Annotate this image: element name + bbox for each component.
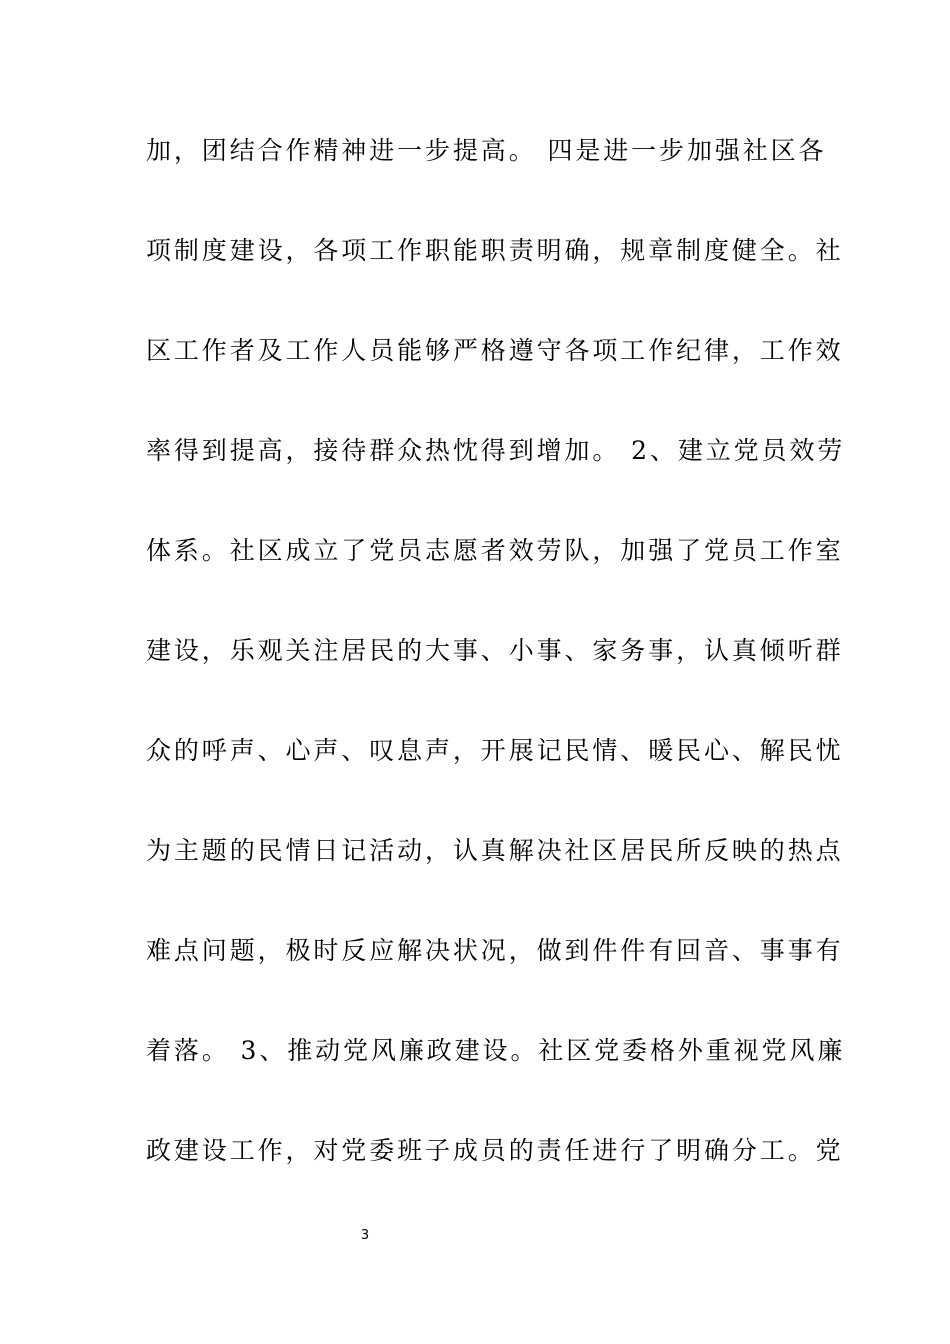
text-line: 难点问题，极时反应解决状况，做到件件有回音、事事有 <box>146 936 844 965</box>
text-line: 众的呼声、心声、叹息声，开展记民情、暖民心、解民忧 <box>146 736 844 765</box>
text-line: 为主题的民情日记活动，认真解决社区居民所反映的热点 <box>146 836 844 865</box>
text-line: 体系。社区成立了党员志愿者效劳队，加强了党员工作室 <box>146 536 844 565</box>
text-line: 政建设工作，对党委班子成员的责任进行了明确分工。党 <box>146 1136 844 1165</box>
body-text <box>146 128 846 1228</box>
text-line: 着落。 3、推动党风廉政建设。社区党委格外重视党风廉 <box>146 1036 846 1065</box>
text-line: 加，团结合作精神进一步提高。 四是进一步加强社区各 <box>146 136 827 165</box>
text-line: 率得到提高，接待群众热忱得到增加。 2、建立党员效劳 <box>146 436 846 465</box>
text-line: 区工作者及工作人员能够严格遵守各项工作纪律，工作效 <box>146 336 844 365</box>
text-line: 项制度建设，各项工作职能职责明确，规章制度健全。社 <box>146 236 844 265</box>
page-number: 3 <box>360 1228 370 1243</box>
text-line: 建设，乐观关注居民的大事、小事、家务事，认真倾听群 <box>146 636 844 665</box>
